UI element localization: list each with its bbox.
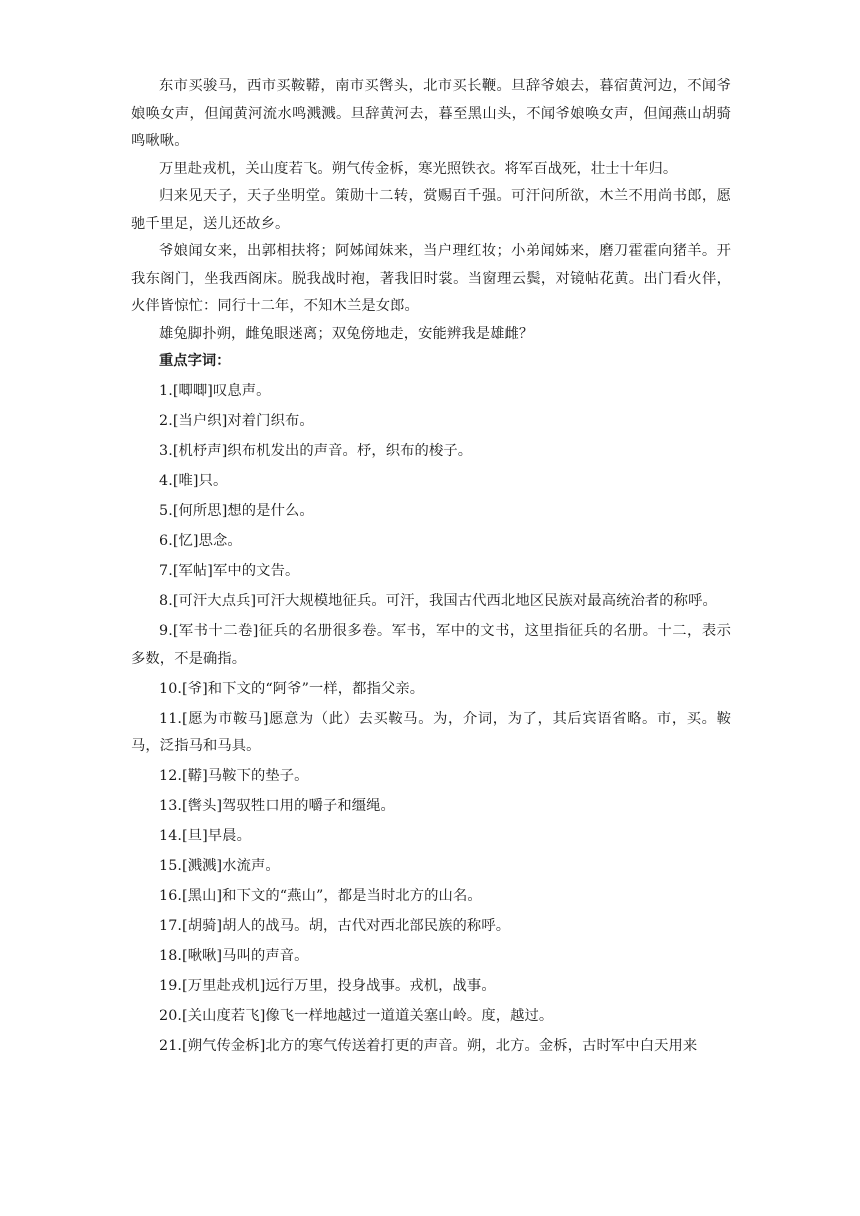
note-item: 12.[鞯]马鞍下的垫子。 bbox=[159, 768, 309, 784]
note-item: 8.[可汗大点兵]可汗大规模地征兵。可汗，我国古代西北地区民族对最高统治者的称呼。 bbox=[159, 593, 717, 609]
note-item: 2.[当户织]对着门织布。 bbox=[159, 413, 314, 429]
note-item: 6.[忆]思念。 bbox=[159, 533, 242, 549]
note-item: 17.[胡骑]胡人的战马。胡，古代对西北部民族的称呼。 bbox=[159, 918, 511, 934]
note-item: 19.[万里赴戎机]远行万里，投身战事。戎机，战事。 bbox=[159, 978, 496, 994]
document-body bbox=[131, 73, 731, 1061]
poem-paragraph-3: 归来见天子，天子坐明堂。策勋十二转，赏赐百千强。可汗问所欲，木兰不用尚书郎，愿驰千里足，送儿还故乡。 bbox=[131, 188, 731, 232]
note-item: 7.[军帖]军中的文告。 bbox=[159, 563, 300, 579]
note-item: 13.[辔头]驾驭牲口用的嚼子和缰绳。 bbox=[159, 798, 395, 814]
note-item: 3.[机杼声]织布机发出的声音。杼，织布的梭子。 bbox=[159, 443, 473, 459]
note-item: 1.[唧唧]叹息声。 bbox=[159, 383, 271, 399]
note-item: 16.[黑山]和下文的“燕山”，都是当时北方的山名。 bbox=[159, 888, 482, 904]
poem-paragraph-4: 爷娘闻女来，出郭相扶将；阿姊闻妹来，当户理红妆；小弟闻姊来，磨刀霍霍向猪羊。开我东阁门，坐我西阁床。脱我战时袍，著我旧时裳。当窗理云鬓，对镜帖花黄。出门看火伴，火伴皆惊忙：同行十二年，不知木兰是女郎。 bbox=[131, 243, 731, 314]
note-item: 18.[啾啾]马叫的声音。 bbox=[159, 948, 309, 964]
note-item: 10.[爷]和下文的“阿爷”一样，都指父亲。 bbox=[159, 680, 425, 697]
note-item: 21.[朔气传金柝]北方的寒气传送着打更的声音。朔，北方。金柝，古时军中白天用来 bbox=[159, 1038, 698, 1054]
poem-paragraph-1: 东市买骏马，西市买鞍鞯，南市买辔头，北市买长鞭。旦辞爷娘去，暮宿黄河边，不闻爷娘唤女声，但闻黄河流水鸣溅溅。旦辞黄河去，暮至黑山头，不闻爷娘唤女声，但闻燕山胡骑鸣啾啾。 bbox=[131, 78, 731, 149]
note-item: 15.[溅溅]水流声。 bbox=[159, 858, 280, 874]
notes-heading: 重点字词： bbox=[159, 353, 231, 369]
note-item: 5.[何所思]想的是什么。 bbox=[159, 503, 314, 519]
note-item: 20.[关山度若飞]像飞一样地越过一道道关塞山岭。度，越过。 bbox=[159, 1008, 554, 1024]
poem-paragraph-2: 万里赴戎机，关山度若飞。朔气传金柝，寒光照铁衣。将军百战死，壮士十年归。 bbox=[159, 160, 678, 177]
note-item: 14.[旦]早晨。 bbox=[159, 828, 251, 844]
note-item: 9.[军书十二卷]征兵的名册很多卷。军书，军中的文书，这里指征兵的名册。十二，表示多数，不是确指。 bbox=[131, 623, 731, 667]
note-item: 4.[唯]只。 bbox=[159, 473, 228, 489]
poem-paragraph-5: 雄兔脚扑朔，雌兔眼迷离；双兔傍地走，安能辨我是雄雌？ bbox=[159, 325, 534, 342]
note-item: 11.[愿为市鞍马]愿意为（此）去买鞍马。为，介词，为了，其后宾语省略。市，买。鞍马，泛指马和马具。 bbox=[131, 710, 731, 754]
